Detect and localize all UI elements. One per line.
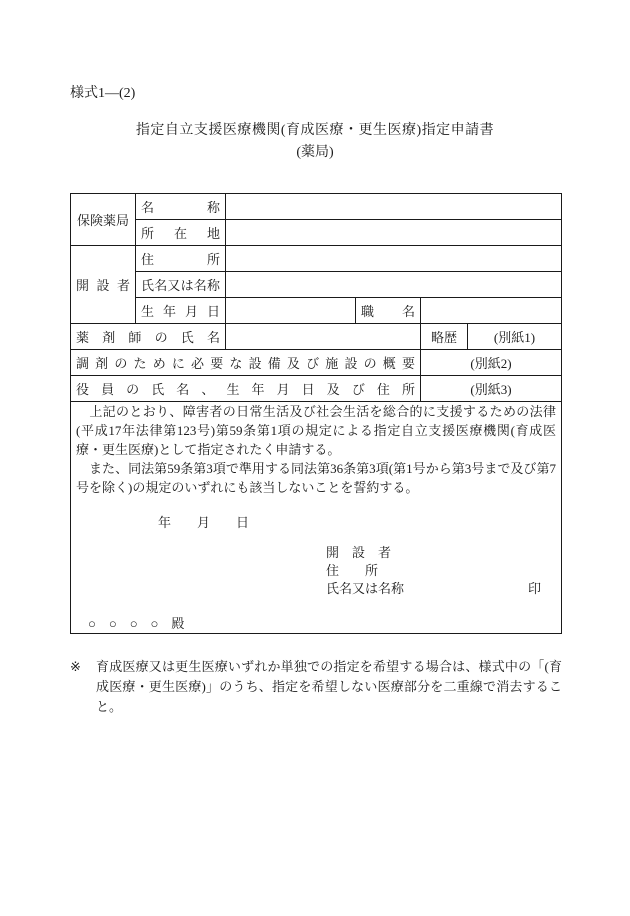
pharmacy-address-field [226, 220, 562, 246]
founder-name-field [226, 272, 562, 298]
job-title-field [421, 298, 562, 324]
footnote-marker: ※ [70, 659, 81, 674]
pharmacy-name-label: 名称 [136, 194, 226, 220]
signer-name-label: 氏名又は名称 [326, 581, 405, 596]
date-line: 年 月 日 [158, 515, 250, 530]
form-number: 様式1―(2) [70, 86, 136, 101]
equipment-row [71, 350, 562, 376]
pharmacist-name-label: 薬剤師の氏名 [71, 324, 226, 350]
founder-name-row [71, 272, 562, 298]
pharmacy-name-field [226, 194, 562, 220]
officers-ref: (別紙3) [421, 376, 562, 402]
birthdate-row [71, 298, 562, 324]
signer-label: 開 設 者 [326, 545, 392, 560]
founder-name-label: 氏名又は名称 [136, 272, 226, 298]
footnote [70, 657, 562, 717]
pharmacy-name-row [71, 194, 562, 220]
equipment-label: 調剤のために必要な設備及び施設の概要 [71, 350, 421, 376]
title-block [0, 119, 630, 161]
form-title: 指定自立支援医療機関(育成医療・更生医療)指定申請書 [135, 123, 495, 138]
founder-address-field [226, 246, 562, 272]
application-table [70, 193, 562, 634]
job-title-label: 職名 [356, 298, 421, 324]
pharmacy-address-label: 所在地 [136, 220, 226, 246]
pharmacy-group-label: 保険薬局 [71, 194, 136, 246]
form-subtitle: (薬局) [296, 145, 334, 160]
officers-row [71, 376, 562, 402]
birthdate-field [226, 298, 356, 324]
signature-block [326, 544, 556, 598]
declaration-cell [71, 402, 562, 634]
career-label: 略歴 [421, 324, 468, 350]
seal-label: 印 [527, 581, 541, 596]
officers-label: 役員の氏名、生年月日及び住所 [71, 376, 421, 402]
equipment-ref: (別紙2) [421, 350, 562, 376]
birthdate-label: 生年月日 [136, 298, 226, 324]
declaration-row [71, 402, 562, 634]
career-ref: (別紙1) [468, 324, 562, 350]
pharmacy-address-row [71, 220, 562, 246]
founder-group-label: 開設者 [71, 246, 136, 324]
pharmacist-name-row [71, 324, 562, 350]
declaration-paragraph-1: 上記のとおり、障害者の日常生活及び社会生活を総合的に支援するための法律(平成17年法律第123号)第59条第1項の規定による指定自立支援医療機関(育成医療・更生医療)として指定されたく申請する。 [76, 404, 556, 457]
founder-address-label: 住所 [136, 246, 226, 272]
addressee-line: ○ ○ ○ ○ 殿 [88, 616, 185, 631]
footnote-text: 育成医療又は更生医療いずれか単独での指定を希望する場合は、様式中の「(育成医療・更生医療)」のうち、指定を希望しない医療部分を二重線で消去すること。 [96, 659, 562, 714]
signer-address-label: 住 所 [326, 563, 379, 578]
founder-address-row [71, 246, 562, 272]
declaration-paragraph-2: また、同法第59条第3項で準用する同法第36条第3項(第1号から第3号まで及び第7号を除く)の規定のいずれにも該当しないことを誓約する。 [76, 461, 556, 495]
pharmacist-name-field [226, 324, 421, 350]
